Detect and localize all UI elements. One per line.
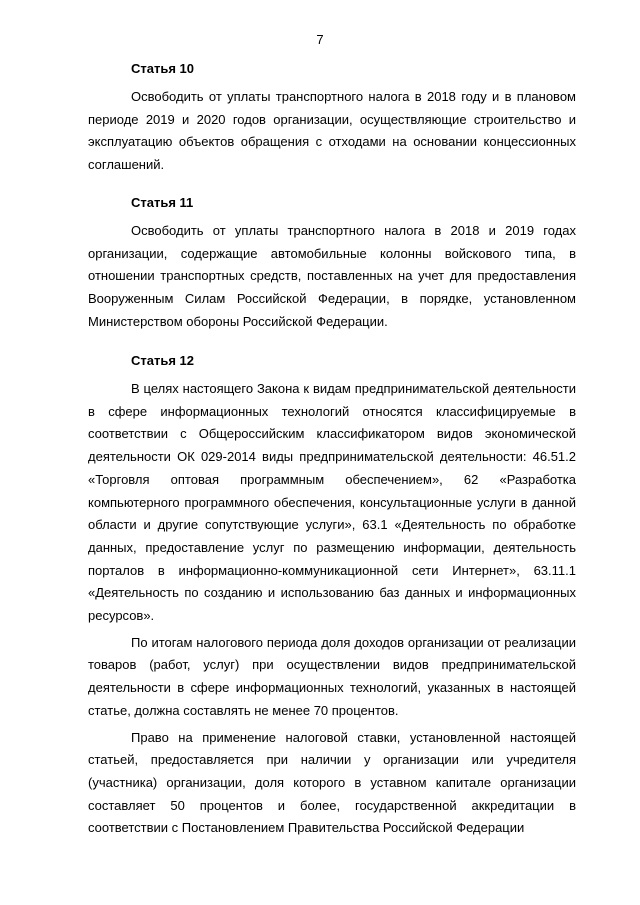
article-10-paragraph-1: Освободить от уплаты транспортного налога в 2018 году и в плановом периоде 2019 и 2020 годов организации, осуществляющие строительство и эксплуатацию объектов обращения с отходами на основании концессионных соглашений. — [88, 89, 576, 173]
article-12-paragraph-3: Право на применение налоговой ставки, установленной настоящей статьей, предоставляется при наличии у организации или учредителя (участника) организации, доля которого в уставном капитале организации составляет 50 процентов и более, государственной аккредитации в соответствии с Постановлением Правительства Российской Федерации — [88, 729, 576, 836]
article-12-paragraph-2: По итогам налогового периода доля доходов организации от реализации товаров (работ, услуг) при осуществлении видов предпринимательской деятельности в сфере информационных технологий, указанных в настоящей статье, должна составлять не менее 70 процентов. — [88, 634, 576, 718]
article-10 — [88, 58, 576, 177]
page-number: 7 — [316, 32, 324, 47]
article-12-title: Статья 12 — [131, 353, 195, 368]
article-11-paragraph-1: Освободить от уплаты транспортного налога в 2018 и 2019 годах организации, содержащие автомобильные колонны войскового типа, в отношении транспортных средств, поставленных на учет для предоставления Вооруженным Силам Российской Федерации, в порядке, установленном Министерством обороны Российской Федерации. — [88, 223, 576, 329]
article-12-paragraph-1: В целях настоящего Закона к видам предпринимательской деятельности в сфере информационных технологий относятся классифицируемые в соответствии с Общероссийским классификатором видов экономической деятельности ОК 029-2014 виды предпринимательской деятельности: 46.51.2 «Торговля оптовая программным обеспечением», 62 «Разработка компьютерного программного обеспечения, консультационные услуги в данной области и другие сопутствующие услуги», 63.1 «Деятельность по обработке данных, предоставление услуг по размещению информации, деятельность порталов в информационно-коммуникационной сети Интернет», 63.11.1 «Деятельность по созданию и использованию баз данных и информационных ресурсов». — [88, 381, 576, 624]
article-11-title: Статья 11 — [131, 195, 194, 210]
article-11 — [88, 192, 576, 334]
article-10-title: Статья 10 — [131, 61, 195, 76]
article-12 — [88, 350, 576, 840]
